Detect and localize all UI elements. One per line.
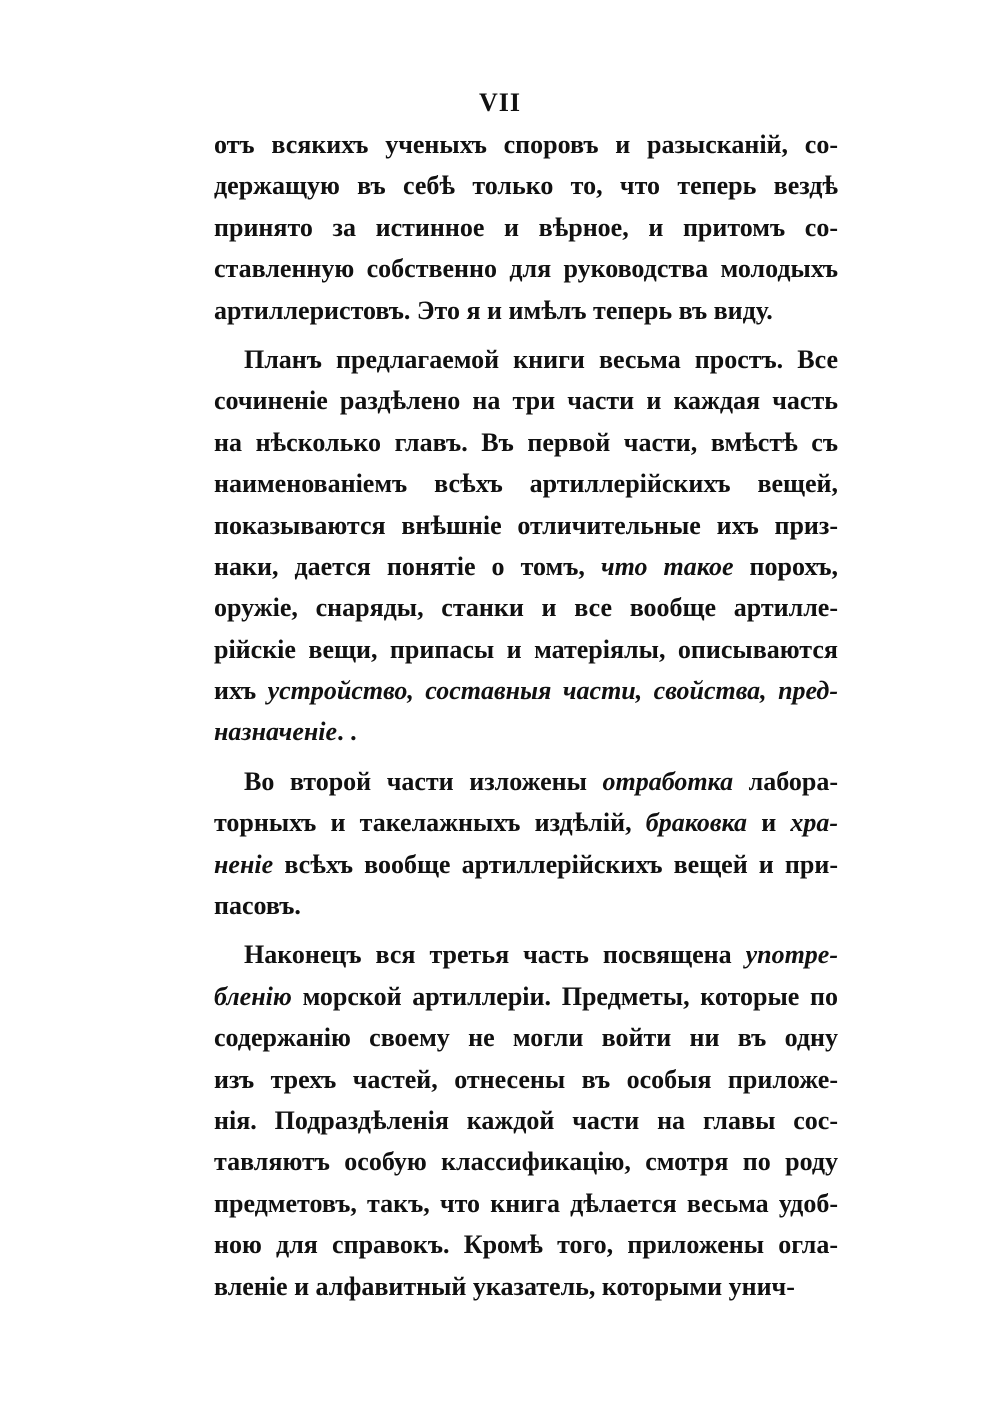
italic-text: неніе xyxy=(214,849,274,879)
text-run: нія. Подраздѣленія каждой части на главы сос- xyxy=(214,1105,838,1135)
text-run: ставленную собственно для руководства молодыхъ xyxy=(214,254,838,284)
paragraph xyxy=(214,926,838,1307)
text-run: держащую въ себѣ только то, что теперь вездѣ xyxy=(214,171,838,201)
paragraph xyxy=(214,124,838,331)
paragraph xyxy=(214,753,838,927)
italic-text: употре- xyxy=(745,940,838,970)
text-run: Планъ предлагаемой книги весьма простъ. Все xyxy=(244,344,838,374)
text-line xyxy=(214,670,838,711)
text-line xyxy=(214,1100,838,1141)
text-line xyxy=(214,422,838,463)
text-run: Во второй части изложены xyxy=(244,766,603,796)
text-line xyxy=(214,976,838,1017)
text-run: наименованіемъ всѣхъ артиллерійскихъ вещей, xyxy=(214,469,838,499)
text-line xyxy=(214,761,838,802)
text-line xyxy=(214,124,838,165)
text-line xyxy=(214,1266,838,1307)
text-run: рійскіе вещи, припасы и матеріялы, описываются xyxy=(214,634,838,664)
text-run: вленіе и алфавитный указатель, которыми унич- xyxy=(214,1271,795,1301)
text-line xyxy=(214,802,838,843)
text-run: ною для справокъ. Кромѣ того, приложены огла- xyxy=(214,1230,838,1260)
text-line xyxy=(214,207,838,248)
text-line xyxy=(214,380,838,421)
italic-text: что такое xyxy=(600,551,734,581)
italic-text: хра- xyxy=(790,808,838,838)
body-text xyxy=(214,124,838,1307)
italic-text: браковка xyxy=(645,808,748,838)
text-run: артиллеристовъ. Это я и имѣлъ теперь въ виду. xyxy=(214,295,773,325)
text-line xyxy=(214,1224,838,1265)
paragraph-gap xyxy=(214,753,838,761)
text-run: отъ всякихъ ученыхъ споровъ и разысканій, со- xyxy=(214,130,838,159)
text-line xyxy=(214,885,838,926)
text-line xyxy=(214,1059,838,1100)
paragraph xyxy=(214,331,838,753)
italic-text: устройство, составныя части, свойства, пред- xyxy=(267,676,838,706)
text-run: предметовъ, такъ, что книга дѣлается весьма удоб- xyxy=(214,1188,838,1218)
text-line xyxy=(214,711,838,752)
italic-text: бленію xyxy=(214,981,292,1011)
italic-text: отработка xyxy=(602,766,734,796)
text-run: . . xyxy=(337,717,357,747)
text-run: принято за истинное и вѣрное, и притомъ со- xyxy=(214,212,838,242)
text-line xyxy=(214,505,838,546)
text-run: сочиненіе раздѣлено на три части и каждая часть xyxy=(214,386,838,416)
text-run: ихъ xyxy=(214,676,268,706)
text-run: оружіе, снаряды, станки и все вообще артилле- xyxy=(214,593,838,623)
text-line xyxy=(214,248,838,289)
text-line xyxy=(214,587,838,628)
text-run: на нѣсколько главъ. Въ первой части, вмѣстѣ съ xyxy=(214,427,838,457)
text-run: торныхъ и такелажныхъ издѣлій, xyxy=(214,808,646,838)
text-run: тавляютъ особую классификацію, смотря по роду xyxy=(214,1147,838,1177)
text-run: Наконецъ вся третья часть посвящена xyxy=(244,940,746,970)
text-run: изъ трехъ частей, отнесены въ особыя приложе- xyxy=(214,1064,838,1094)
text-run: лабора- xyxy=(733,766,838,796)
text-line xyxy=(214,290,838,331)
page-number: VII xyxy=(478,88,521,117)
text-line xyxy=(214,339,838,380)
text-line xyxy=(214,546,838,587)
paragraph-gap xyxy=(214,926,838,934)
text-line xyxy=(214,1017,838,1058)
text-run: пасовъ. xyxy=(214,891,301,921)
text-line xyxy=(214,629,838,670)
text-line xyxy=(214,463,838,504)
text-line xyxy=(214,844,838,885)
text-run: всѣхъ вообще артиллерійскихъ вещей и при- xyxy=(273,849,838,879)
text-run: содержанію своему не могли войти ни въ одну xyxy=(214,1023,838,1053)
text-run: порохъ, xyxy=(733,551,838,581)
text-run: и xyxy=(747,808,791,838)
text-line xyxy=(214,1141,838,1182)
italic-text: назначеніе xyxy=(214,717,338,747)
paragraph-gap xyxy=(214,331,838,339)
text-run: морской артиллеріи. Предметы, которые по xyxy=(291,981,838,1011)
text-line xyxy=(214,165,838,206)
text-run: наки, дается понятіе о томъ, xyxy=(214,551,601,581)
text-line xyxy=(214,1183,838,1224)
text-run: показываются внѣшніе отличительные ихъ приз- xyxy=(214,510,838,540)
text-line xyxy=(214,934,838,975)
